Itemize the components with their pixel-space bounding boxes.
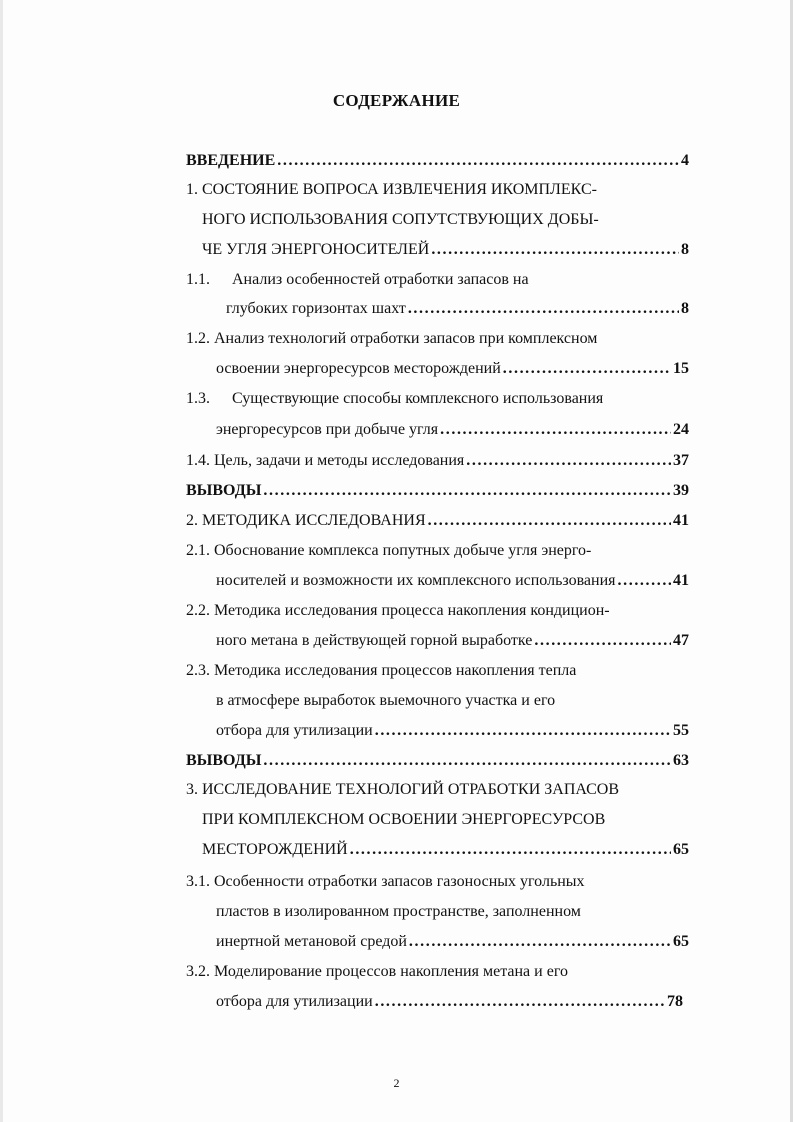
toc-chapter-1-line-2: НОГО ИСПОЛЬЗОВАНИЯ СОПУТСТВУЮЩИХ ДОБЫ- xyxy=(202,211,599,228)
toc-page-number: 65 xyxy=(673,841,689,858)
toc-section-1-1-line-1 xyxy=(186,268,529,292)
toc-leader-dots xyxy=(375,990,665,1014)
page-title: СОДЕРЖАНИЕ xyxy=(332,91,461,110)
toc-leader-dots xyxy=(534,629,671,653)
toc-leader-dots xyxy=(263,749,671,773)
toc-leader-dots xyxy=(431,238,679,262)
toc-leader-dots xyxy=(466,449,671,473)
toc-leader-dots xyxy=(277,149,679,173)
toc-conclusions-1[interactable] xyxy=(186,479,689,503)
toc-section-3-2-line-1: 3.2. Моделирование процессов накопления метана и его xyxy=(186,963,568,980)
toc-chapter-3[interactable] xyxy=(202,838,689,862)
toc-entry-label: МЕСТОРОЖДЕНИЙ xyxy=(202,841,348,858)
toc-entry-label: Существующие способы комплексного использования xyxy=(232,390,604,407)
toc-entry-label: глубоких горизонтах шахт xyxy=(226,300,406,317)
toc-leader-dots xyxy=(350,838,671,862)
toc-section-2-3[interactable] xyxy=(216,719,689,743)
toc-leader-dots xyxy=(503,357,671,381)
toc-page-number: 37 xyxy=(673,452,689,469)
toc-entry-label: отбора для утилизации xyxy=(216,993,373,1010)
toc-leader-dots xyxy=(409,930,671,954)
toc-section-3-1[interactable] xyxy=(216,930,689,954)
toc-page-number: 41 xyxy=(673,512,689,529)
toc-page-number: 55 xyxy=(673,722,689,739)
page-number: 2 xyxy=(393,1076,400,1090)
toc-leader-dots xyxy=(263,479,671,503)
toc-page-number: 15 xyxy=(673,360,689,377)
toc-entry-label: 2. МЕТОДИКА ИССЛЕДОВАНИЯ xyxy=(186,512,426,529)
toc-leader-dots xyxy=(428,509,671,533)
toc-entry-label: энергоресурсов при добыче угля xyxy=(216,421,439,438)
toc-section-2-2[interactable] xyxy=(216,629,689,653)
scan-edge-left xyxy=(0,0,3,1122)
toc-entry-label: ного метана в действующей горной выработке xyxy=(216,632,533,649)
toc-entry-label: инертной метановой средой xyxy=(216,933,407,950)
toc-section-number: 1.3. xyxy=(186,390,210,407)
toc-entry-label: носителей и возможности их комплексного использования xyxy=(216,572,616,589)
toc-entry-label: Анализ особенностей отработки запасов на xyxy=(232,271,529,288)
toc-section-2-1[interactable] xyxy=(216,569,689,593)
toc-page-number: 41 xyxy=(673,572,689,589)
toc-section-3-1-line-2: пластов в изолированном пространстве, заполненном xyxy=(216,903,581,920)
toc-chapter-3-line-2: ПРИ КОМПЛЕКСНОМ ОСВОЕНИИ ЭНЕРГОРЕСУРСОВ xyxy=(202,811,606,828)
toc-page-number: 78 xyxy=(667,993,683,1010)
toc-entry-intro[interactable] xyxy=(186,149,689,173)
toc-page-number: 63 xyxy=(673,752,689,769)
toc-section-1-2-line-1: 1.2. Анализ технологий отработки запасов при комплексном xyxy=(186,330,598,347)
toc-leader-dots xyxy=(375,719,671,743)
toc-entry-label: освоении энергоресурсов месторождений xyxy=(216,360,501,377)
toc-section-2-3-line-1: 2.3. Методика исследования процессов накопления тепла xyxy=(186,662,577,679)
toc-section-1-4[interactable] xyxy=(186,449,689,473)
toc-chapter-2[interactable] xyxy=(186,509,689,533)
toc-page-number: 39 xyxy=(673,482,689,499)
toc-section-3-2[interactable] xyxy=(216,990,683,1014)
toc-section-1-1[interactable] xyxy=(226,297,689,321)
toc-chapter-1-line-1: 1. СОСТОЯНИЕ ВОПРОСА ИЗВЛЕЧЕНИЯ ИКОМПЛЕКС- xyxy=(186,181,597,198)
toc-section-3-1-line-1: 3.1. Особенности отработки запасов газоносных угольных xyxy=(186,873,585,890)
toc-section-2-1-line-1: 2.1. Обоснование комплекса попутных добыче угля энерго- xyxy=(186,542,592,559)
toc-chapter-3-line-1: 3. ИССЛЕДОВАНИЕ ТЕХНОЛОГИЙ ОТРАБОТКИ ЗАПАСОВ xyxy=(186,781,620,798)
toc-page-number: 8 xyxy=(681,241,689,258)
toc-page-number: 24 xyxy=(673,421,689,438)
toc-page-number: 8 xyxy=(681,300,689,317)
toc-section-2-3-line-2: в атмосфере выработок выемочного участка и его xyxy=(216,692,556,709)
toc-page-number: 65 xyxy=(673,933,689,950)
toc-entry-label: ВВЕДЕНИЕ xyxy=(186,152,276,169)
toc-entry-label: ВЫВОДЫ xyxy=(186,752,262,769)
toc-entry-label: 1.4. Цель, задачи и методы исследования xyxy=(186,452,465,469)
toc-section-2-2-line-1: 2.2. Методика исследования процесса накопления кондицион- xyxy=(186,602,610,619)
toc-section-1-3-line-1 xyxy=(186,387,603,411)
toc-chapter-1[interactable] xyxy=(202,238,689,262)
toc-leader-dots xyxy=(440,418,671,442)
toc-entry-label: ЧЕ УГЛЯ ЭНЕРГОНОСИТЕЛЕЙ xyxy=(202,241,430,258)
toc-leader-dots xyxy=(408,297,679,321)
toc-section-1-3[interactable] xyxy=(216,418,689,442)
toc-conclusions-2[interactable] xyxy=(186,749,689,773)
toc-entry-label: ВЫВОДЫ xyxy=(186,482,262,499)
toc-section-number: 1.1. xyxy=(186,271,210,288)
toc-leader-dots xyxy=(618,569,671,593)
toc-entry-label: отбора для утилизации xyxy=(216,722,373,739)
toc-section-1-2[interactable] xyxy=(216,357,689,381)
toc-page-number: 47 xyxy=(673,632,689,649)
toc-page-number: 4 xyxy=(681,152,689,169)
